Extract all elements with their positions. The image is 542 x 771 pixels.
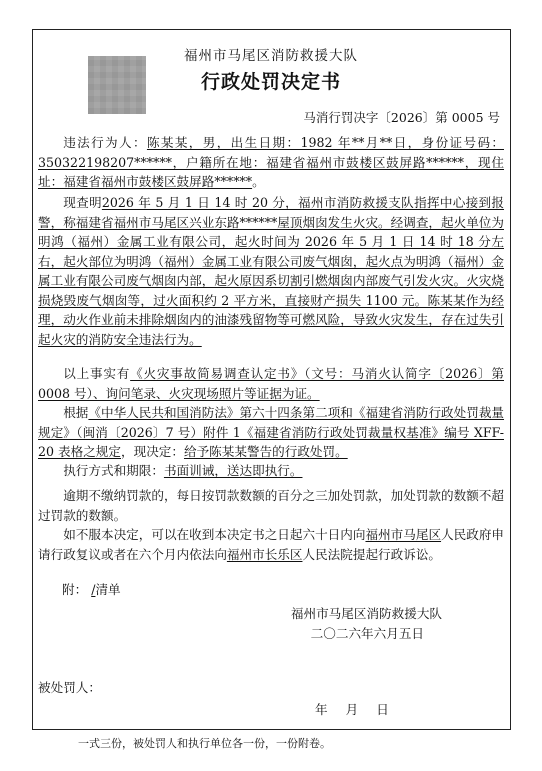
appeal-text-3: 人民法院提起行政诉讼。: [302, 546, 441, 562]
attachment-label: 附：: [62, 582, 88, 597]
evidence-paragraph: [38, 364, 504, 403]
late-payment-paragraph: 逾期不缴纳罚款的，每日按罚款数额的百分之三加处罚款，加处罚款的数额不超过罚款的数额。: [38, 488, 504, 523]
issuing-agency: 福州市马尾区消防救援大队: [184, 48, 358, 64]
execution-paragraph: [38, 461, 504, 481]
offender-paragraph: [38, 133, 504, 192]
appeal-paragraph: [38, 525, 504, 564]
legal-basis-paragraph: [38, 403, 504, 462]
decision-text: 给予陈某某警告的行政处罚。: [183, 444, 348, 459]
penalized-party-label: 被处罚人：: [38, 680, 101, 695]
facts-lead: 现查明: [63, 195, 102, 210]
appeal-court: 福州市长乐区: [226, 546, 303, 562]
document-number: 马消行罚决字〔2026〕第 0005 号: [303, 110, 500, 125]
signature-date: 二〇二六年六月五日: [310, 626, 424, 641]
appeal-text-2: 人民政府申请行政复议或者在六个月内依法向: [38, 527, 505, 562]
facts-body: 2026 年 5 月 1 日 14 时 20 分，福州市消防救援支队指挥中心接到报警，称福建省福州市马尾区兴业东路******屋顶烟囱发生火灾。经调查，起火单位为明鸿（福州）金属工业有限公司，起火时间为 2026 年 5 月 1 日 14 时 18 分左右，起火部位为明鸿（福州）金属工业有限公司废气烟囱，起火点为明鸿（福州）金属工业有限公司废气烟囱内部，起火原因系切割引燃烟囱内部废气引发火灾。火灾烧损烧毁废气烟囱等，过火面积约 2 平方米，直接财产损失 1100 元。陈某某作为经理，动火作业前未排除烟囱内的油漆残留物等可燃风险，导致火灾发生，存在过失引起火灾的消防安全违法行为。: [38, 195, 505, 347]
evidence-body: 《火灾事故简易调查认定书》（文号：马消火认简字〔2026〕第 0008 号）、询问笔录、火灾现场照片等证据为证。: [38, 366, 504, 401]
appeal-text-1: 如不服本决定，可以在收到本决定书之日起六十日内向: [63, 527, 366, 542]
offender-label: 违法行为人：: [63, 135, 147, 150]
basis-lead: 根据: [63, 405, 89, 420]
evidence-lead: 以上事实有: [63, 366, 131, 381]
footer-note: 一式三份，被处罚人和执行单位各一份，一份附卷。: [78, 737, 331, 750]
offender-end: 。: [252, 174, 265, 189]
signature-agency: 福州市马尾区消防救援大队: [290, 606, 442, 621]
appeal-government: 福州市马尾区: [365, 527, 442, 542]
document-title: 行政处罚决定书: [200, 71, 341, 93]
facts-paragraph: [38, 193, 504, 349]
basis-body: 《中华人民共和国消防法》第六十四条第二项和《福建省消防行政处罚裁量规定》（闽消〔2026〕7 号）附件 1《福建省消防行政处罚裁量权基准》编号 XFF-20 表格之规定: [38, 405, 505, 459]
execution-lead: 执行方式和期限：: [63, 463, 164, 478]
offender-details: 陈某某，男，出生日期：1982 年**月**日，身份证号码：350322198207******，户籍所在地：福建省福州市鼓楼区鼓屏路******，现住址：福建省福州市鼓楼区鼓屏路******: [38, 135, 504, 189]
receipt-date-blank: 年 月 日: [315, 702, 389, 717]
attachment-suffix: 清单: [95, 582, 121, 597]
attachment-line: [62, 580, 121, 600]
execution-value: 书面训诫，送达即执行。: [163, 463, 303, 478]
basis-mid: ，现决定：: [121, 444, 184, 459]
attachment-value: /: [91, 582, 96, 597]
